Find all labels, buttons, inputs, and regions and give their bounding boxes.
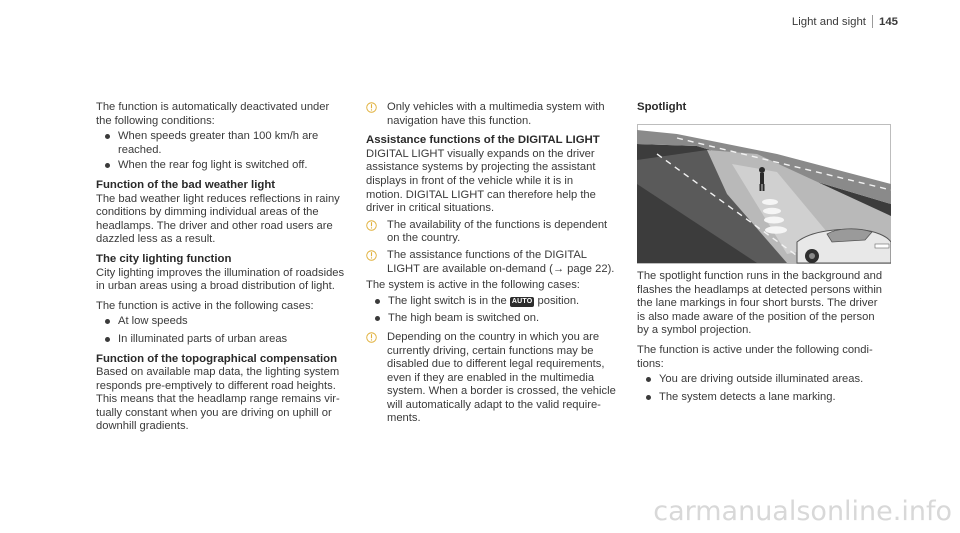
list-item bbox=[637, 391, 899, 405]
note-text: navigation have this function. bbox=[387, 114, 532, 127]
heading-city-lighting: The city lighting function bbox=[96, 252, 232, 265]
note-text: on the country. bbox=[387, 232, 461, 245]
note-text: will automatically adapt to the valid require- bbox=[387, 398, 601, 411]
info-icon bbox=[366, 250, 377, 261]
body-line: The bad weather light reduces reflections in rainy bbox=[96, 192, 340, 205]
note-text: The availability of the functions is dependent bbox=[387, 218, 608, 231]
column-middle bbox=[366, 101, 628, 426]
bullet-icon bbox=[105, 134, 110, 139]
bullet-icon bbox=[646, 395, 651, 400]
heading-topographical: Function of the topographical compensation bbox=[96, 352, 338, 365]
list-item-text: reached. bbox=[118, 143, 162, 156]
column-right-heading bbox=[637, 101, 897, 115]
note-text: system. When a border is crossed, the vehicle bbox=[387, 385, 616, 398]
body-line: in urban areas using a broad distribution of light. bbox=[96, 280, 335, 293]
info-icon bbox=[366, 102, 377, 113]
note-text: ments. bbox=[387, 412, 421, 425]
note-text: The assistance functions of the DIGITAL bbox=[387, 248, 588, 261]
list-item-text: position. bbox=[537, 294, 580, 307]
list-item bbox=[96, 315, 356, 329]
body-line: motion. DIGITAL LIGHT can therefore help the bbox=[366, 188, 596, 201]
note-text: Only vehicles with a multimedia system with bbox=[387, 101, 605, 113]
body-line: flashes the headlamps at detected persons within bbox=[637, 283, 883, 296]
body-line: assistance systems by projecting the assistant bbox=[366, 161, 596, 174]
column-right bbox=[637, 270, 899, 404]
body-line: DIGITAL LIGHT visually expands on the driver bbox=[366, 147, 595, 160]
watermark: carmanualsonline.info bbox=[653, 496, 952, 527]
body-line: The function is active in the following cases: bbox=[96, 299, 314, 312]
body-line: The spotlight function runs in the background and bbox=[637, 270, 883, 282]
list-item bbox=[96, 130, 356, 157]
note bbox=[366, 331, 628, 426]
bullet-icon bbox=[375, 316, 380, 321]
list-item-text: In illuminated parts of urban areas bbox=[118, 332, 288, 345]
bullet-icon bbox=[105, 319, 110, 324]
body-line: responds pre-emptively to different road heights. bbox=[96, 379, 336, 392]
heading-assistance: Assistance functions of the DIGITAL LIGHT bbox=[366, 134, 600, 147]
list-item-text: The high beam is switched on. bbox=[388, 312, 540, 325]
bullet-icon bbox=[105, 337, 110, 342]
body-line: conditions by dimming individual areas of the bbox=[96, 206, 319, 219]
list-item bbox=[637, 373, 899, 387]
note-text: currently driving, certain functions may be bbox=[387, 344, 594, 357]
list-item-text: The light switch is in the bbox=[388, 294, 507, 307]
note bbox=[366, 101, 628, 128]
page-header bbox=[792, 15, 898, 28]
info-icon bbox=[366, 332, 377, 343]
note-text: Depending on the country in which you are bbox=[387, 330, 600, 343]
body-line: City lighting improves the illumination of roadsides bbox=[96, 266, 345, 279]
intro-line-2: the following conditions: bbox=[96, 114, 215, 127]
note bbox=[366, 219, 628, 246]
body-line: driver in critical situations. bbox=[366, 202, 495, 215]
body-line: headlamps. The driver and other road users are bbox=[96, 219, 333, 232]
list-item bbox=[366, 295, 628, 309]
note-text: LIGHT are available on-demand ( bbox=[387, 262, 553, 275]
section-title: Light and sight bbox=[791, 15, 866, 28]
body-line: downhill gradients. bbox=[96, 420, 189, 433]
list-item-text: The system detects a lane marking. bbox=[659, 390, 836, 403]
body-line: The function is active under the following condi- bbox=[637, 343, 873, 356]
list-item-text: When the rear fog light is switched off. bbox=[118, 159, 308, 172]
page-number: 145 bbox=[878, 15, 898, 28]
page-ref-arrow-icon: → bbox=[552, 262, 565, 275]
auto-light-icon: AUTO bbox=[511, 297, 533, 305]
column-left bbox=[96, 101, 356, 434]
body-line: Based on available map data, the lighting system bbox=[96, 366, 340, 379]
note bbox=[366, 249, 628, 276]
note-text: even if they are enabled in the multimedia bbox=[387, 371, 595, 384]
bullet-icon bbox=[646, 377, 651, 382]
body-line: tually constant when you are driving on uphill or bbox=[96, 406, 332, 419]
body-line: tions: bbox=[637, 357, 664, 370]
list-item-text: You are driving outside illuminated areas. bbox=[659, 373, 864, 386]
body-line: the lane markings in four short bursts. The driver bbox=[637, 297, 878, 310]
spotlight-illustration bbox=[637, 124, 891, 264]
heading-bad-weather: Function of the bad weather light bbox=[96, 178, 276, 191]
bullet-icon bbox=[375, 299, 380, 304]
body-line: dazzled less as a result. bbox=[96, 233, 216, 246]
body-line: by a symbol projection. bbox=[637, 324, 752, 337]
list-item-text: At low speeds bbox=[118, 315, 188, 328]
header-divider bbox=[872, 15, 873, 28]
list-item bbox=[96, 333, 356, 347]
intro-line-1: The function is automatically deactivated under bbox=[96, 101, 330, 113]
note-text: disabled due to different legal requirements, bbox=[387, 358, 605, 371]
body-line: displays in front of the vehicle while it is in bbox=[366, 174, 574, 187]
list-item-text: When speeds greater than 100 km/h are bbox=[118, 130, 319, 143]
body-line: The system is active in the following cases: bbox=[366, 279, 580, 292]
body-line: This means that the headlamp range remains vir- bbox=[96, 393, 340, 406]
bullet-icon bbox=[105, 163, 110, 168]
page-ref-link[interactable]: page 22). bbox=[567, 262, 615, 275]
body-line: is also made aware of the position of the person bbox=[637, 310, 875, 323]
list-item bbox=[96, 159, 356, 173]
heading-spotlight: Spotlight bbox=[637, 101, 687, 113]
list-item bbox=[366, 312, 628, 326]
info-icon bbox=[366, 220, 377, 231]
